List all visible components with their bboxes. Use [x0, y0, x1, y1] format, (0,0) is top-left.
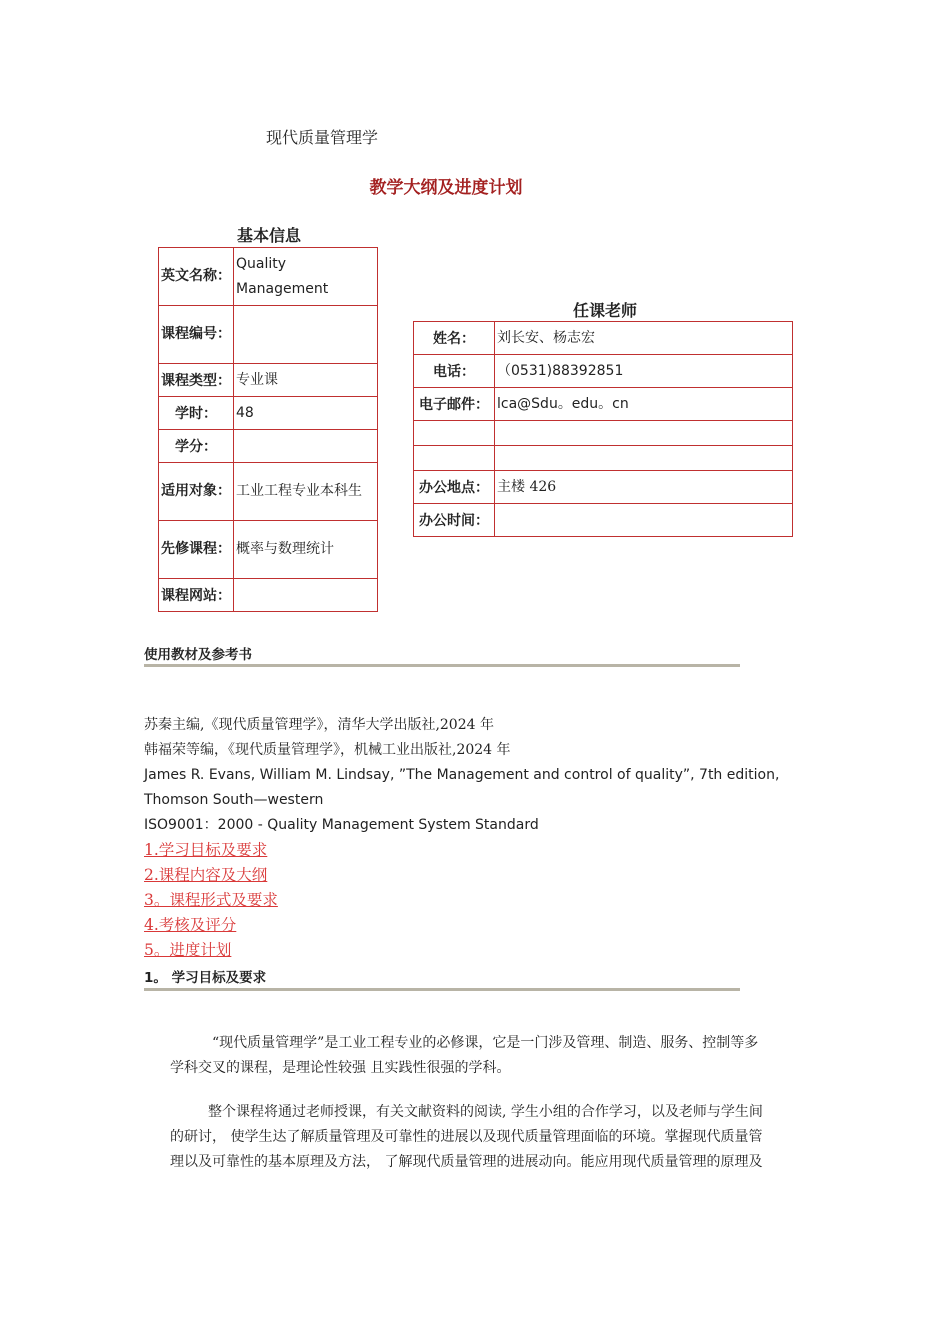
website-label: 课程网站： [159, 579, 234, 612]
english-name-label: 英文名称： [159, 248, 234, 306]
hours-value: 48 [234, 397, 378, 430]
english-name-value: Quality Management [234, 248, 378, 306]
divider [144, 664, 740, 667]
section1-heading: 1。 学习目标及要求 [144, 970, 267, 986]
teacher-name-value: 刘长安、杨志宏 [495, 322, 793, 355]
prerequisite-label: 先修课程： [159, 521, 234, 579]
reference-item: Thomson South—western [144, 792, 324, 808]
basic-info-table [158, 247, 378, 612]
table-row [159, 364, 378, 397]
table-row [414, 504, 793, 537]
reference-item: 苏秦主编,《现代质量管理学》，清华大学出版社,2024 年 [144, 717, 494, 733]
hours-label: 学时： [159, 397, 234, 430]
table-row [159, 306, 378, 364]
reference-item: ISO9001：2000 - Quality Management System Standard [144, 817, 539, 833]
table-row [159, 430, 378, 463]
table-row [414, 388, 793, 421]
reference-item: James R. Evans, William M. Lindsay, ”The Management and control of quality”, 7th edition, [144, 767, 780, 783]
reference-item: 韩福荣等编，《现代质量管理学》，机械工业出版社,2024 年 [144, 742, 511, 758]
phone-label: 电话： [414, 355, 495, 388]
toc-link-assessment[interactable]: 4.考核及评分 [144, 916, 237, 934]
table-row [159, 521, 378, 579]
audience-label: 适用对象： [159, 463, 234, 521]
paragraph [170, 1031, 790, 1081]
toc-link-objectives[interactable]: 1.学习目标及要求 [144, 841, 268, 859]
empty-value [495, 446, 793, 471]
toc-link-schedule[interactable]: 5。进度计划 [144, 941, 232, 959]
table-row [414, 471, 793, 504]
table-of-contents [144, 838, 278, 963]
teacher-info-heading: 任课老师 [573, 301, 638, 320]
toc-link-content[interactable]: 2.课程内容及大纲 [144, 866, 268, 884]
reference-list [144, 713, 779, 838]
paragraph-line: “现代质量管理学”是工业工程专业的必修课，它是一门涉及管理、制造、服务、控制等多 [212, 1035, 759, 1051]
office-value: 主楼 426 [495, 471, 793, 504]
table-row [159, 579, 378, 612]
teacher-name-label: 姓名： [414, 322, 495, 355]
table-row [159, 397, 378, 430]
course-type-label: 课程类型： [159, 364, 234, 397]
course-code-value [234, 306, 378, 364]
table-row [414, 446, 793, 471]
empty-value [495, 421, 793, 446]
table-row [414, 322, 793, 355]
paragraph-line: 学科交叉的课程，是理论性较强 且实践性很强的学科。 [170, 1060, 511, 1076]
basic-info-heading: 基本信息 [237, 226, 302, 245]
table-row [414, 421, 793, 446]
table-row [414, 355, 793, 388]
table-row [159, 463, 378, 521]
office-hours-label: 办公时间： [414, 504, 495, 537]
credits-label: 学分： [159, 430, 234, 463]
phone-value: （0531)88392851 [495, 355, 793, 388]
prerequisite-value: 概率与数理统计 [234, 521, 378, 579]
paragraph [170, 1100, 790, 1175]
teacher-info-table [413, 321, 793, 537]
paragraph-line: 理以及可靠性的基本原理及方法， 了解现代质量管理的进展动向。能应用现代质量管理的原理及 [170, 1154, 763, 1170]
divider [144, 988, 740, 991]
email-label: 电子邮件： [414, 388, 495, 421]
toc-link-format[interactable]: 3。课程形式及要求 [144, 891, 278, 909]
paragraph-line: 的研讨， 使学生达了解质量管理及可靠性的进展以及现代质量管理面临的环境。掌握现代质量管 [170, 1129, 763, 1145]
empty-label [414, 446, 495, 471]
office-label: 办公地点： [414, 471, 495, 504]
email-value: lca@Sdu。edu。cn [495, 388, 793, 421]
website-value [234, 579, 378, 612]
page-title: 教学大纲及进度计划 [369, 178, 523, 198]
credits-value [234, 430, 378, 463]
paragraph-line: 整个课程将通过老师授课，有关文献资料的阅读, 学生小组的合作学习，以及老师与学生间 [208, 1104, 763, 1120]
course-type-value: 专业课 [234, 364, 378, 397]
table-row [159, 248, 378, 306]
textbooks-heading: 使用教材及参考书 [144, 647, 252, 663]
empty-label [414, 421, 495, 446]
audience-value: 工业工程专业本科生 [234, 463, 378, 521]
course-code-label: 课程编号： [159, 306, 234, 364]
course-title: 现代质量管理学 [266, 128, 379, 147]
office-hours-value [495, 504, 793, 537]
